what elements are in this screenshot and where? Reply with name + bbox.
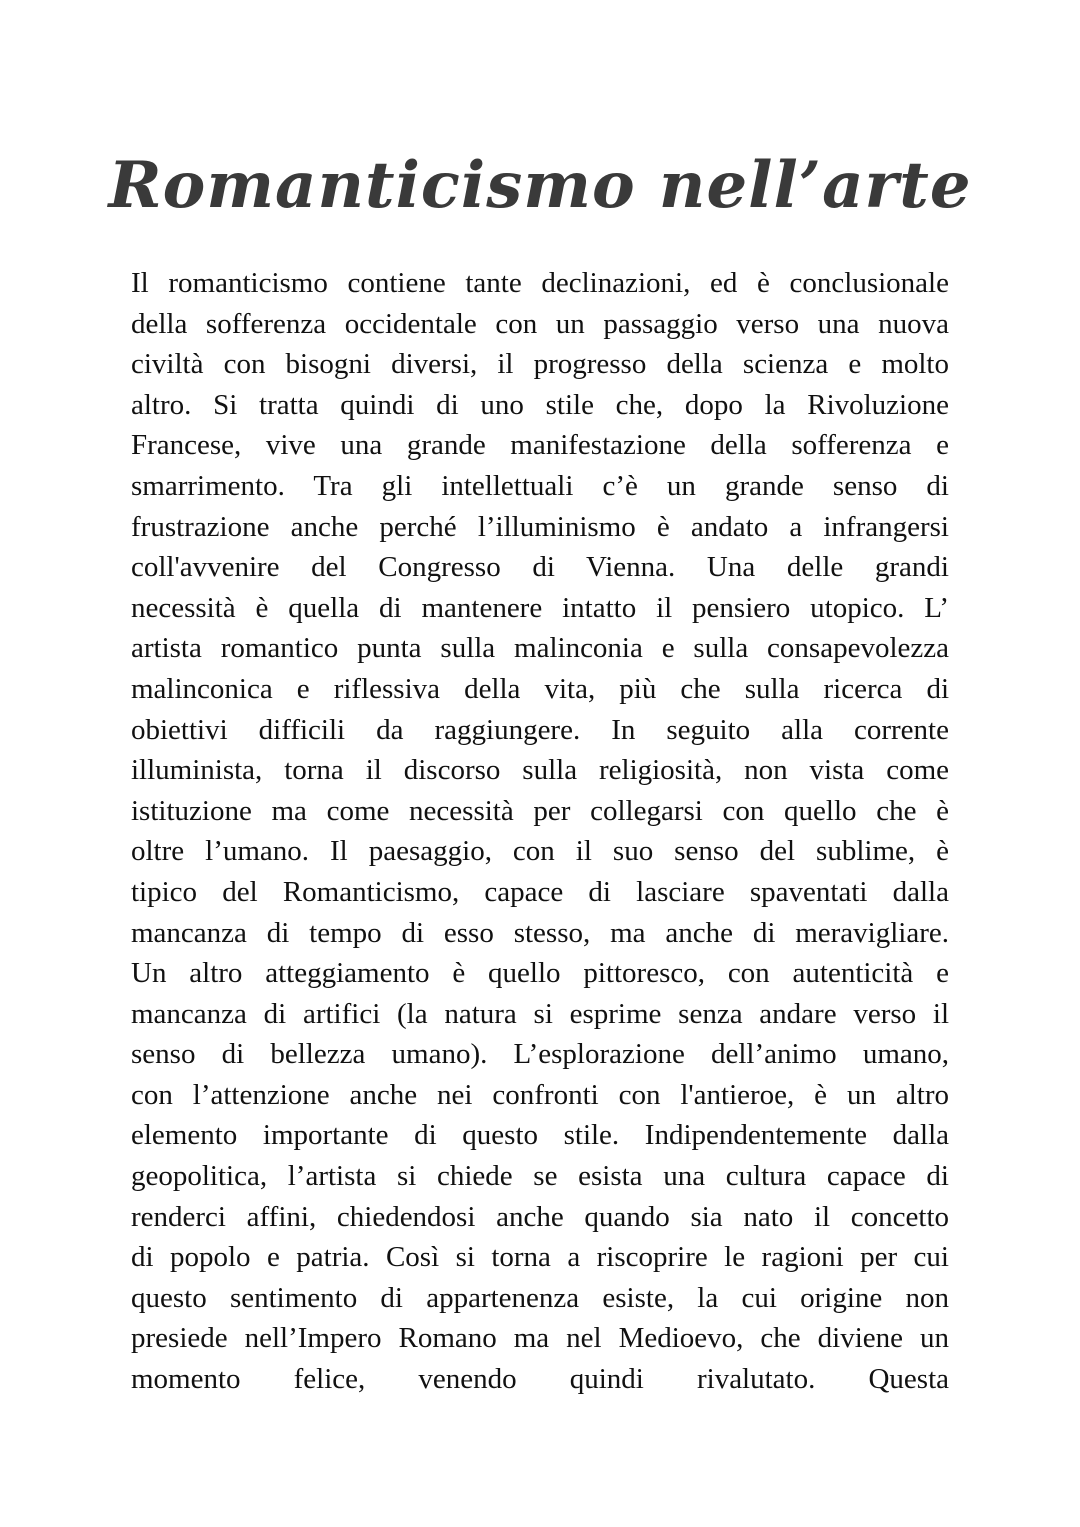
text-line: Francese, vive una grande manifestazione della sofferenza e (131, 429, 949, 462)
text-line: smarrimento. Tra gli intellettuali c’è un grande senso di (131, 469, 949, 502)
text-line: Un altro atteggiamento è quello pittoresco, con autenticità e (131, 957, 949, 990)
text-line: istituzione ma come necessità per collegarsi con quello che è (131, 794, 949, 827)
text-line: di popolo e patria. Così si torna a riscoprire le ragioni per cui (131, 1241, 949, 1274)
text-line: geopolitica, l’artista si chiede se esista una cultura capace di (131, 1160, 949, 1193)
text-line: necessità è quella di mantenere intatto il pensiero utopico. L’ (131, 591, 949, 624)
text-line: presiede nell’Impero Romano ma nel Medioevo, che diviene un (131, 1322, 949, 1355)
body-paragraph (131, 263, 949, 1400)
text-line: civiltà con bisogni diversi, il progresso della scienza e molto (131, 348, 949, 381)
text-line: elemento importante di questo stile. Indipendentemente dalla (131, 1119, 949, 1152)
text-line: illuminista, torna il discorso sulla religiosità, non vista come (131, 754, 949, 787)
page-title: Romanticismo nell’arte (108, 148, 972, 223)
text-line: obiettivi difficili da raggiungere. In seguito alla corrente (131, 713, 949, 746)
text-line: frustrazione anche perché l’illuminismo è andato a infrangersi (131, 510, 949, 543)
text-line: renderci affini, chiedendosi anche quando sia nato il concetto (131, 1200, 949, 1233)
text-line: mancanza di tempo di esso stesso, ma anche di meravigliare. (131, 916, 949, 949)
text-line: oltre l’umano. Il paesaggio, con il suo senso del sublime, è (131, 835, 949, 868)
text-line: artista romantico punta sulla malinconia e sulla consapevolezza (131, 632, 949, 665)
text-line: malinconica e riflessiva della vita, più che sulla ricerca di (131, 672, 949, 705)
text-line: con l’attenzione anche nei confronti con l'antieroe, è un altro (131, 1078, 949, 1111)
text-line: coll'avvenire del Congresso di Vienna. Una delle grandi (131, 551, 949, 584)
text-line: altro. Si tratta quindi di uno stile che, dopo la Rivoluzione (131, 388, 949, 421)
text-line: senso di bellezza umano). L’esplorazione dell’animo umano, (131, 1038, 949, 1071)
text-line: tipico del Romanticismo, capace di lasciare spaventati dalla (131, 875, 949, 908)
text-line: questo sentimento di appartenenza esiste, la cui origine non (131, 1281, 949, 1314)
text-line: Il romanticismo contiene tante declinazioni, ed è conclusionale (131, 267, 949, 299)
text-line: della sofferenza occidentale con un passaggio verso una nuova (131, 307, 949, 340)
text-line: mancanza di artifici (la natura si esprime senza andare verso il (131, 997, 949, 1030)
text-line: momento felice, venendo quindi rivalutato. Questa (131, 1363, 949, 1396)
